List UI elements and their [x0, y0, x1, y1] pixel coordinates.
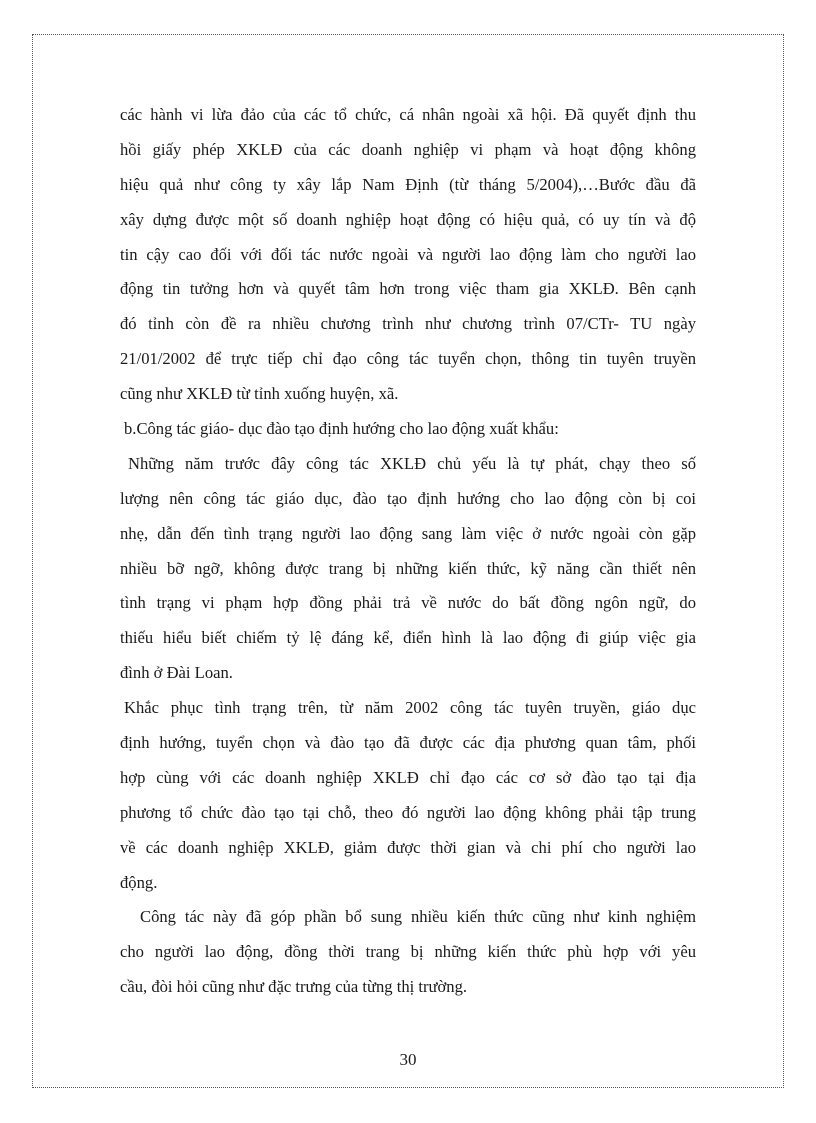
text-line: định hướng, tuyển chọn và đào tạo đã được các địa phương quan tâm, phối — [120, 733, 696, 753]
text-line: lượng nên công tác giáo dục, đào tạo định hướng cho lao động còn bị coi — [120, 488, 696, 508]
text-line: tin cậy cao đối với đối tác nước ngoài và người lao động làm cho người lao — [120, 244, 696, 264]
text-line: Công tác này đã góp phần bổ sung nhiều kiến thức cũng như kinh nghiệm — [140, 907, 696, 927]
page-number: 30 — [399, 1050, 417, 1069]
text-line: phương tổ chức đào tạo tại chỗ, theo đó người lao động không phải tập trung — [120, 802, 696, 822]
text-line: đó tỉnh còn đề ra nhiều chương trình như chương trình 07/CTr- TU ngày — [120, 314, 696, 334]
text-line: xây dựng được một số doanh nghiệp hoạt động có hiệu quả, có uy tín và độ — [120, 209, 696, 229]
text-line: đình ở Đài Loan. — [120, 663, 233, 683]
text-line: hợp cùng với các doanh nghiệp XKLĐ chỉ đạo các cơ sở đào tạo tại địa — [120, 767, 696, 787]
text-line: thiếu hiểu biết chiếm tỷ lệ đáng kể, điển hình là lao động đi giúp việc gia — [120, 628, 696, 648]
text-line: các hành vi lừa đảo của các tổ chức, cá nhân ngoài xã hội. Đã quyết định thu — [120, 105, 696, 124]
text-line: nhiều bỡ ngỡ, không được trang bị những kiến thức, kỹ năng cần thiết nên — [120, 558, 696, 578]
section-heading: b.Công tác giáo- dục đào tạo định hướng cho lao động xuất khẩu: — [124, 419, 559, 439]
text-line: Khắc phục tình trạng trên, từ năm 2002 công tác tuyên truyền, giáo dục — [124, 698, 696, 718]
text-line: cũng như XKLĐ từ tỉnh xuống huyện, xã. — [120, 384, 399, 404]
document-body — [120, 100, 696, 1007]
text-line: 21/01/2002 để trực tiếp chỉ đạo công tác tuyển chọn, thông tin tuyên truyền — [120, 349, 696, 369]
text-line: động. — [120, 872, 158, 892]
text-line: hiệu quả như công ty xây lắp Nam Định (từ tháng 5/2004),…Bước đầu đã — [120, 174, 696, 194]
text-line: nhẹ, dẫn đến tình trạng người lao động sang làm việc ở nước ngoài còn gặp — [120, 523, 696, 543]
text-line: Những năm trước đây công tác XKLĐ chủ yếu là tự phát, chạy theo số — [128, 453, 696, 473]
text-line: hồi giấy phép XKLĐ của các doanh nghiệp vi phạm và hoạt động không — [120, 139, 696, 159]
text-line: về các doanh nghiệp XKLĐ, giảm được thời gian và chi phí cho người lao — [120, 837, 696, 857]
text-line: tình trạng vi phạm hợp đồng phải trả về nước do bất đồng ngôn ngữ, do — [120, 593, 696, 613]
text-line: cho người lao động, đồng thời trang bị những kiến thức phù hợp với yêu — [120, 942, 696, 962]
text-line: cầu, đòi hỏi cũng như đặc trưng của từng thị trường. — [120, 977, 468, 997]
text-line: động tin tưởng hơn và quyết tâm hơn trong việc tham gia XKLĐ. Bên cạnh — [120, 279, 696, 299]
